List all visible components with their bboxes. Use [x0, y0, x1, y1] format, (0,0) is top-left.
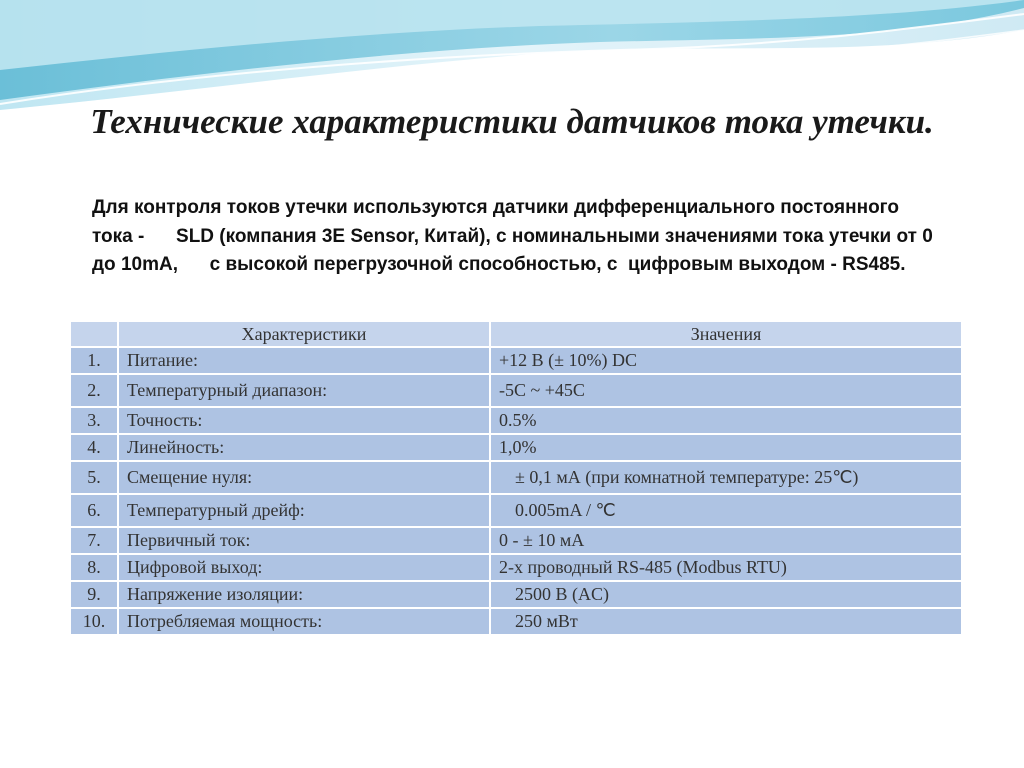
row-number: 6.: [70, 494, 118, 527]
row-number: 3.: [70, 407, 118, 434]
table-row: [70, 461, 962, 494]
row-characteristic: Цифровой выход:: [118, 554, 490, 581]
row-number: 4.: [70, 434, 118, 461]
table-row: [70, 434, 962, 461]
row-number: 1.: [70, 347, 118, 374]
table-row: [70, 527, 962, 554]
row-characteristic: Температурный диапазон:: [118, 374, 490, 407]
row-number: 8.: [70, 554, 118, 581]
table-row: [70, 608, 962, 635]
specifications-table: [69, 320, 963, 636]
table-row: [70, 494, 962, 527]
row-value: +12 В (± 10%) DC: [490, 347, 962, 374]
row-value: 0 - ± 10 мА: [490, 527, 962, 554]
intro-paragraph: Для контроля токов утечки используются датчики дифференциального постоянного тока - SLD (компания 3E Sensor, Китай), с номинальными значениями тока утечки от 0 до 10mA, с высокой перегрузочной способностью, с цифровым выходом - RS485.: [92, 197, 939, 275]
row-number: 2.: [70, 374, 118, 407]
row-characteristic: Линейность:: [118, 434, 490, 461]
row-characteristic: Питание:: [118, 347, 490, 374]
row-number: 5.: [70, 461, 118, 494]
row-characteristic: Первичный ток:: [118, 527, 490, 554]
row-characteristic: Потребляемая мощность:: [118, 608, 490, 635]
table-row: [70, 581, 962, 608]
row-characteristic: Напряжение изоляции:: [118, 581, 490, 608]
row-value: 0.005mA / ℃: [490, 494, 962, 527]
row-value: 2500 В (AC): [490, 581, 962, 608]
table-row: [70, 407, 962, 434]
row-characteristic: Температурный дрейф:: [118, 494, 490, 527]
row-characteristic: Смещение нуля:: [118, 461, 490, 494]
slide-title: Технические характеристики датчиков тока утечки.: [90, 102, 934, 141]
table-row: [70, 347, 962, 374]
header-values: Значения: [490, 321, 962, 347]
header-characteristics: Характеристики: [118, 321, 490, 347]
row-value: 2-х проводный RS-485 (Modbus RTU): [490, 554, 962, 581]
row-value: -5C ~ +45C: [490, 374, 962, 407]
row-characteristic: Точность:: [118, 407, 490, 434]
row-value: ± 0,1 мА (при комнатной температуре: 25℃): [490, 461, 962, 494]
table-row: [70, 554, 962, 581]
table-header-row: [70, 321, 962, 347]
row-number: 10.: [70, 608, 118, 635]
row-value: 1,0%: [490, 434, 962, 461]
row-number: 9.: [70, 581, 118, 608]
row-value: 0.5%: [490, 407, 962, 434]
row-value: 250 мВт: [490, 608, 962, 635]
table-row: [70, 374, 962, 407]
header-number: [70, 321, 118, 347]
row-number: 7.: [70, 527, 118, 554]
